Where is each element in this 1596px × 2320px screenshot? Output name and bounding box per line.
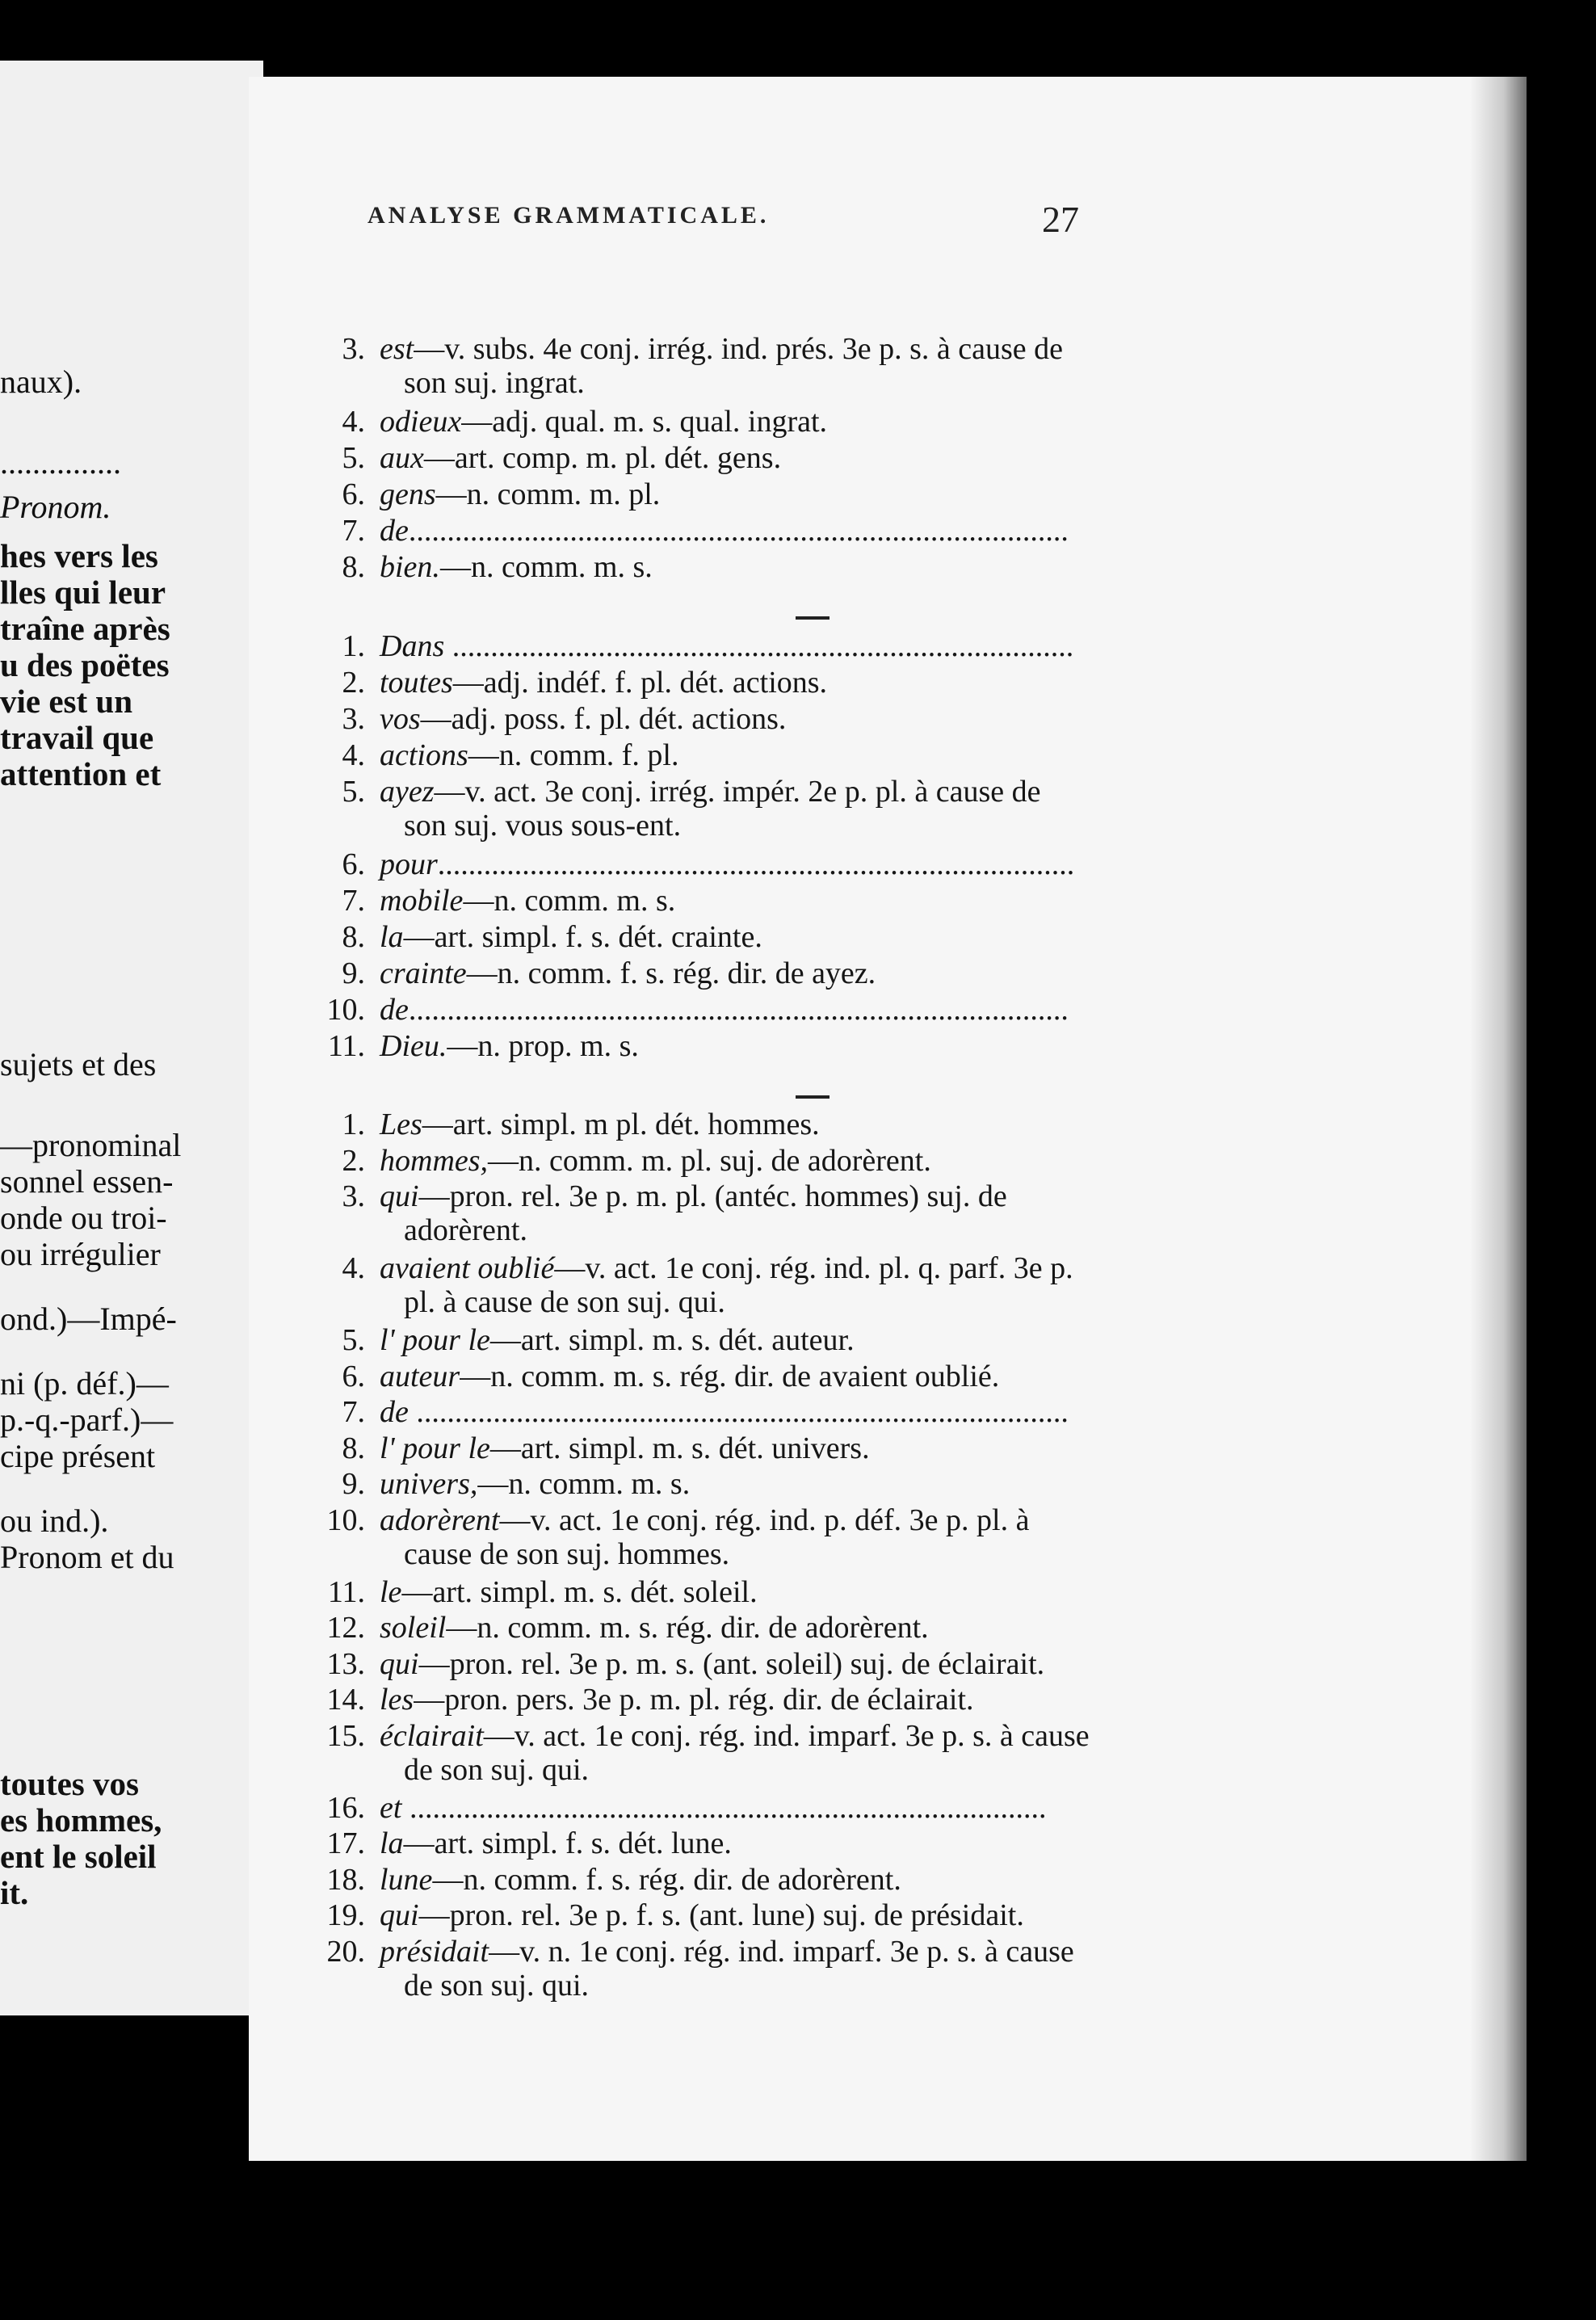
entry-analysis: —v. act. 1e conj. rég. ind. imparf. 3e p. s. à cause	[483, 1718, 1090, 1753]
entry-number: 19.	[326, 1898, 365, 1932]
entry-number: 16.	[326, 1790, 365, 1825]
entry-analysis: ...................................................................................	[437, 847, 1075, 881]
left-page-line: es hommes,	[0, 1801, 162, 1839]
left-page-line: lles qui leur	[0, 574, 166, 611]
entry-analysis: —art. simpl. m. s. dét. soleil.	[401, 1574, 758, 1609]
entry-number: 17.	[326, 1826, 365, 1860]
entry-word: soleil	[380, 1611, 447, 1645]
entry-word: qui	[380, 1898, 419, 1932]
analysis-entry	[315, 1107, 820, 1142]
analysis-entry	[315, 477, 660, 512]
entry-continuation: de son suj. qui.	[404, 1752, 590, 1787]
entry-word: Dans	[380, 629, 445, 663]
analysis-entry	[315, 1682, 974, 1717]
entry-number: 5.	[342, 441, 365, 475]
entry-word: la	[380, 1826, 404, 1860]
left-page-line: Pronom et du	[0, 1539, 174, 1575]
left-page-line: traîne après	[0, 610, 170, 647]
left-page-line: vie est un	[0, 683, 132, 720]
entry-word: présidait	[380, 1934, 489, 1969]
entry-number: 4.	[342, 738, 365, 772]
entry-analysis: —art. comp. m. pl. dét. gens.	[423, 441, 782, 475]
section-separator	[796, 616, 830, 620]
entry-word: toutes	[380, 666, 453, 700]
left-page-line: cipe présent	[0, 1438, 156, 1474]
entry-number: 15.	[326, 1718, 365, 1753]
entry-number: 20.	[326, 1934, 365, 1969]
entry-number: 12.	[326, 1611, 365, 1645]
entry-number: 4.	[342, 1251, 365, 1285]
analysis-entry	[315, 513, 1069, 548]
entry-number: 14.	[326, 1683, 365, 1717]
analysis-entry	[315, 992, 1069, 1028]
entry-analysis: —art. simpl. f. s. dét. crainte.	[403, 920, 762, 954]
left-page-line: u des poëtes	[0, 646, 170, 683]
entry-word: la	[380, 920, 404, 954]
analysis-entry	[315, 1610, 929, 1645]
entry-word: bien.	[380, 550, 440, 584]
entry-number: 8.	[342, 1431, 365, 1465]
entry-word: aux	[380, 441, 424, 475]
entry-word: l' pour le	[380, 1323, 490, 1357]
left-page-line: ...............	[0, 444, 121, 481]
entry-number: 18.	[326, 1862, 365, 1897]
entry-number: 7.	[342, 514, 365, 548]
left-page-line: p.-q.-parf.)—	[0, 1402, 174, 1438]
entry-word: les	[380, 1683, 414, 1717]
entry-word: de	[380, 514, 409, 548]
analysis-entry	[315, 1359, 999, 1394]
analysis-entry	[315, 1574, 758, 1610]
entry-word: lune	[380, 1862, 433, 1897]
entry-word: avaient oublié	[380, 1251, 555, 1285]
analysis-entry	[315, 1934, 1074, 1969]
analysis-entry	[315, 956, 876, 991]
entry-analysis: —v. act. 1e conj. rég. ind. p. déf. 3e p. pl. à	[499, 1503, 1030, 1537]
left-page-line: attention et	[0, 755, 162, 792]
entry-word: de	[380, 1395, 409, 1429]
analysis-entry	[315, 738, 678, 773]
analysis-entry	[315, 919, 762, 955]
analysis-entry	[315, 1466, 690, 1502]
left-page-line: ent le soleil	[0, 1838, 157, 1875]
left-page-line: hes vers les	[0, 537, 158, 574]
page-number: 27	[1042, 199, 1079, 240]
entry-continuation: de son suj. qui.	[404, 1968, 590, 2003]
entry-continuation: pl. à cause de son suj. qui.	[404, 1285, 725, 1319]
entry-analysis: —v. act. 3e conj. irrég. impér. 2e p. pl. à cause de	[434, 775, 1041, 809]
entry-continuation: son suj. vous sous-ent.	[404, 809, 682, 843]
left-page-line: ou ind.).	[0, 1503, 109, 1539]
analysis-entry	[315, 440, 781, 476]
entry-analysis: —adj. poss. f. pl. dét. actions.	[420, 702, 787, 736]
entry-continuation: cause de son suj. hommes.	[404, 1536, 730, 1571]
entry-number: 7.	[342, 1395, 365, 1429]
entry-continuation: adorèrent.	[404, 1213, 527, 1247]
entry-word: Dieu.	[380, 1029, 447, 1063]
entry-number: 3.	[342, 332, 365, 366]
entry-number: 3.	[342, 702, 365, 736]
left-page-line: ou irrégulier	[0, 1236, 161, 1272]
entry-word: qui	[380, 1179, 419, 1213]
analysis-entry	[315, 1431, 870, 1466]
entry-word: ayez	[380, 775, 435, 809]
entry-analysis: —n. comm. f. pl.	[468, 738, 679, 772]
entry-analysis: —pron. rel. 3e p. m. s. (ant. soleil) suj. de éclairait.	[418, 1646, 1045, 1681]
entry-number: 8.	[342, 920, 365, 954]
analysis-entry	[315, 404, 827, 439]
entry-number: 2.	[342, 1143, 365, 1178]
analysis-entry	[315, 1646, 1044, 1682]
entry-analysis: —n. comm. m. s.	[477, 1467, 691, 1501]
left-page-line: sonnel essen-	[0, 1163, 174, 1200]
entry-analysis: —n. comm. m. s.	[463, 884, 676, 918]
entry-number: 10.	[326, 1503, 365, 1537]
left-page-line: travail que	[0, 719, 154, 756]
entry-analysis: ......................................................................................	[408, 514, 1069, 548]
left-page-line: onde ou troi-	[0, 1200, 167, 1236]
entry-analysis: —n. comm. m. s.	[439, 550, 653, 584]
entry-word: Les	[380, 1107, 422, 1141]
entry-analysis: —art. simpl. f. s. dét. lune.	[403, 1826, 732, 1860]
left-page	[0, 61, 263, 2015]
entry-analysis: —n. comm. m. s. rég. dir. de adorèrent.	[446, 1611, 929, 1645]
entry-number: 1.	[342, 629, 365, 663]
analysis-entry	[315, 1718, 1090, 1754]
entry-analysis: —adj. indéf. f. pl. dét. actions.	[452, 666, 828, 700]
analysis-entry	[315, 883, 675, 918]
entry-word: actions	[380, 738, 468, 772]
entry-word: qui	[380, 1646, 419, 1681]
analysis-entry	[315, 1250, 1073, 1286]
entry-number: 11.	[327, 1029, 365, 1063]
entry-word: pour	[380, 847, 438, 881]
analysis-entry	[315, 1790, 1046, 1826]
entry-word: le	[380, 1574, 402, 1609]
entry-continuation: son suj. ingrat.	[404, 366, 585, 400]
analysis-entry	[315, 1322, 855, 1358]
entry-number: 1.	[342, 1107, 365, 1141]
entry-number: 6.	[342, 1359, 365, 1393]
entry-analysis: ...................................................................................	[401, 1790, 1047, 1825]
left-page-line: Pronom.	[0, 489, 111, 525]
left-page-line: naux).	[0, 364, 82, 400]
entry-number: 10.	[326, 993, 365, 1027]
entry-word: éclairait	[380, 1718, 484, 1753]
analysis-entry	[315, 1394, 1069, 1430]
analysis-entry	[315, 847, 1074, 882]
analysis-entry	[315, 701, 786, 737]
entry-analysis: ......................................................................................	[408, 993, 1069, 1027]
entry-number: 9.	[342, 1467, 365, 1501]
left-page-line: ond.)—Impé-	[0, 1301, 177, 1337]
section-separator	[796, 1095, 830, 1099]
entry-analysis: —n. prop. m. s.	[447, 1029, 639, 1063]
entry-analysis: .................................................................................	[444, 629, 1074, 663]
entry-number: 6.	[342, 477, 365, 511]
analysis-entry	[315, 665, 827, 700]
entry-analysis: —v. n. 1e conj. rég. ind. imparf. 3e p. s. à cause	[489, 1934, 1074, 1969]
analysis-entry	[315, 1503, 1029, 1538]
analysis-entry	[315, 774, 1040, 809]
entry-word: adorèrent	[380, 1503, 500, 1537]
entry-word: crainte	[380, 956, 467, 990]
entry-word: univers,	[380, 1467, 478, 1501]
left-page-line: toutes vos	[0, 1765, 139, 1802]
entry-number: 3.	[342, 1179, 365, 1213]
entry-analysis: —art. simpl. m. s. dét. univers.	[489, 1431, 870, 1465]
entry-number: 11.	[327, 1574, 365, 1609]
entry-word: auteur	[380, 1359, 460, 1393]
entry-number: 13.	[326, 1646, 365, 1681]
entry-word: gens	[380, 477, 436, 511]
analysis-entry	[315, 1898, 1024, 1933]
analysis-entry	[315, 1179, 1007, 1214]
entry-analysis: —pron. rel. 3e p. m. pl. (antéc. hommes) suj. de	[418, 1179, 1007, 1213]
analysis-entry	[315, 331, 1063, 367]
entry-analysis: —n. comm. m. pl.	[435, 477, 661, 511]
entry-word: odieux	[380, 405, 462, 439]
entry-number: 7.	[342, 884, 365, 918]
entry-analysis: —n. comm. m. pl. suj. de adorèrent.	[488, 1143, 931, 1178]
left-page-line: sujets et des	[0, 1046, 157, 1082]
page-edge-shadow	[1470, 77, 1527, 2161]
entry-word: hommes,	[380, 1143, 489, 1178]
entry-analysis: —art. simpl. m. s. dét. auteur.	[489, 1323, 855, 1357]
entry-analysis: —art. simpl. m pl. dét. hommes.	[422, 1107, 820, 1141]
entry-word: et	[380, 1790, 402, 1825]
entry-number: 6.	[342, 847, 365, 881]
analysis-entry	[315, 628, 1073, 664]
left-page-line: —pronominal	[0, 1127, 182, 1163]
entry-number: 2.	[342, 666, 365, 700]
entry-word: de	[380, 993, 409, 1027]
entry-analysis: —n. comm. f. s. rég. dir. de ayez.	[466, 956, 876, 990]
running-header: ANALYSE GRAMMATICALE.	[368, 202, 770, 229]
entry-analysis: —pron. rel. 3e p. f. s. (ant. lune) suj. de présidait.	[418, 1898, 1024, 1932]
entry-word: vos	[380, 702, 421, 736]
analysis-entry	[315, 1028, 639, 1064]
entry-word: est	[380, 332, 414, 366]
entry-analysis: —n. comm. f. s. rég. dir. de adorèrent.	[432, 1862, 901, 1897]
analysis-entry	[315, 549, 653, 585]
entry-number: 5.	[342, 1323, 365, 1357]
analysis-entry	[315, 1826, 732, 1861]
entry-word: l' pour le	[380, 1431, 490, 1465]
entry-analysis: —n. comm. m. s. rég. dir. de avaient oublié.	[460, 1359, 1000, 1393]
entry-word: mobile	[380, 884, 464, 918]
left-page-line: ni (p. déf.)—	[0, 1365, 169, 1402]
entry-analysis: —v. subs. 4e conj. irrég. ind. prés. 3e p. s. à cause de	[414, 332, 1063, 366]
entry-number: 4.	[342, 405, 365, 439]
entry-analysis: .....................................................................................	[408, 1395, 1069, 1429]
analysis-entry	[315, 1143, 931, 1179]
entry-analysis: —pron. pers. 3e p. m. pl. rég. dir. de éclairait.	[414, 1683, 974, 1717]
analysis-entry	[315, 1862, 901, 1898]
entry-number: 8.	[342, 550, 365, 584]
entry-number: 5.	[342, 775, 365, 809]
entry-number: 9.	[342, 956, 365, 990]
left-page-line: it.	[0, 1874, 29, 1911]
entry-analysis: —v. act. 1e conj. rég. ind. pl. q. parf. 3e p.	[554, 1251, 1073, 1285]
entry-analysis: —adj. qual. m. s. qual. ingrat.	[461, 405, 828, 439]
